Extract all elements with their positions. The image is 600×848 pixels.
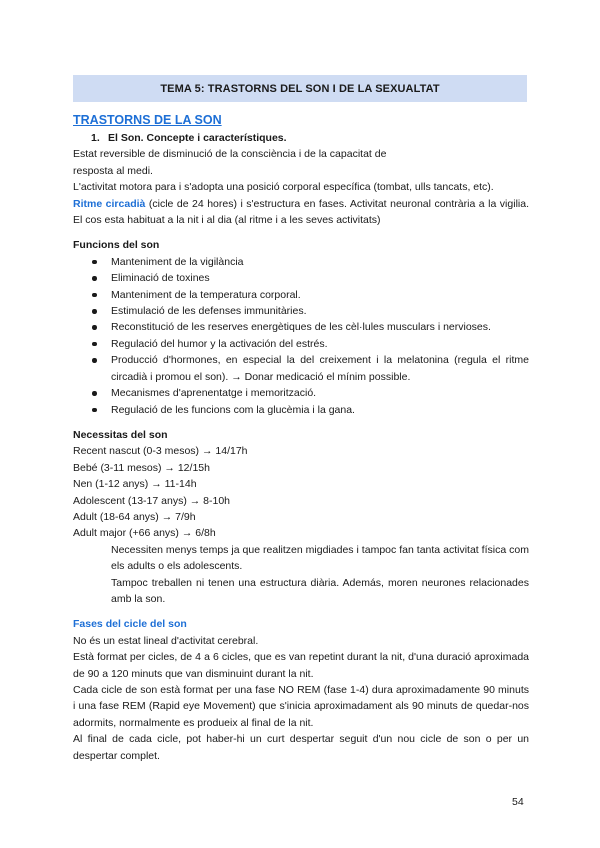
numbered-heading-label: El Son. Concepte i característiques.	[108, 132, 287, 144]
list-item: Manteniment de la temperatura corporal.	[73, 287, 529, 303]
necessitat-row: Adolescent (13-17 anys) → 8-10h	[73, 494, 231, 507]
list-item: Producció d'hormones, en especial la del creixement i la melatonina (regula el ritme circadià i promou el son). → Donar medicació el mínim possible.	[73, 352, 529, 385]
necessitats-note-2: Tampoc treballen ni tenen una estructura diària. Además, moren neurones relacionades amb la son.	[111, 576, 529, 605]
fases-heading: Fases del cicle del son	[73, 618, 187, 631]
necessitat-row: Recent nascut (0-3 mesos) → 14/17h	[73, 445, 248, 458]
list-item: Regulació de les funcions com la glucèmia i la gana.	[73, 402, 529, 418]
list-item: Mecanismes d'aprenentatge i memorització.	[73, 385, 529, 401]
section-title: TRASTORNS DE LA SON	[73, 113, 222, 127]
ritme-text: (cicle de 24 hores) i s'estructura en fases. Activitat neuronal contrària a la vigilia. El cos esta habituat a la nit i al dia (al ritme i a les seves activitats)	[73, 197, 529, 227]
list-item: Eliminació de toxines	[73, 270, 529, 286]
list-item: Estimulació de les defenses immunitàries.	[73, 303, 529, 319]
topic-header	[73, 75, 527, 102]
necessitats-heading: Necessitas del son	[73, 428, 168, 441]
numbered-heading-number: 1.	[91, 132, 100, 144]
necessitat-row: Adult major (+66 anys) → 6/8h	[73, 527, 216, 540]
intro-paragraph-2: L'activitat motora para i s'adopta una posició corporal específica (tombat, ulls tancats, etc).	[73, 181, 494, 194]
necessitat-row: Bebé (3-11 mesos) → 12/15h	[73, 461, 210, 474]
ritme-paragraph	[73, 196, 529, 229]
numbered-heading	[73, 130, 529, 146]
fases-paragraph-4: Al final de cada cicle, pot haber-hi un curt despertar seguit d'un nou cicle de son o per un despertar complet.	[73, 733, 529, 762]
fases-paragraph-1: No és un estat lineal d'activitat cerebral.	[73, 634, 259, 647]
fases-paragraph-3: Cada cicle de son està format per una fase NO REM (fase 1-4) dura aproximadamente 90 minuts i una fase REM (Rapid eye Movement) que s'inicia aproximadament als 90 minuts de quedar-nos adormits, normalmente es produeix al final de la nit.	[73, 684, 529, 729]
ritme-label: Ritme circadià	[73, 197, 146, 210]
intro-paragraph-1: Estat reversible de disminució de la consciència i de la capacitat de resposta al medi.	[73, 148, 387, 177]
page-content	[73, 111, 529, 764]
necessitats-list	[73, 443, 529, 541]
list-item: Reconstitució de les reserves energètiques de les cèl·lules musculars i nervioses.	[73, 319, 529, 335]
necessitat-row: Adult (18-64 anys) → 7/9h	[73, 510, 196, 523]
page-number: 54	[512, 796, 524, 808]
list-item: Regulació del humor y la activación del estrés.	[73, 336, 529, 352]
necessitat-row: Nen (1-12 anys) → 11-14h	[73, 478, 197, 491]
necessitats-note-1: Necessiten menys temps ja que realitzen migdiades i tampoc fan tanta activitat física com els adults o els adolescents.	[111, 543, 529, 573]
list-item: Manteniment de la vigilància	[73, 254, 529, 270]
fases-paragraph-2: Està format per cicles, de 4 a 6 cicles, que es van repetint durant la nit, d'una duració aproximada de 90 a 120 minuts que van disminuint durant la nit.	[73, 651, 529, 680]
funcions-heading: Funcions del son	[73, 239, 160, 252]
funcions-list	[73, 254, 529, 418]
topic-title: TEMA 5: TRASTORNS DEL SON I DE LA SEXUALTAT	[160, 82, 440, 95]
